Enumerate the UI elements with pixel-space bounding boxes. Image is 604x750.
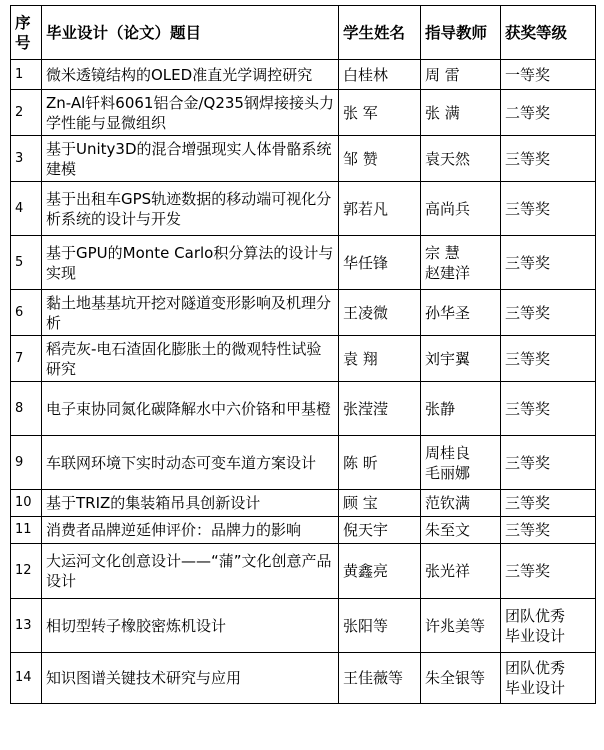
- student-name: 王佳薇等: [339, 653, 421, 704]
- thesis-title: 基于GPU的Monte Carlo积分算法的设计与实现: [42, 236, 339, 290]
- table-row: [11, 290, 596, 336]
- row-number: 10: [11, 490, 42, 517]
- award-line: 三等奖: [505, 521, 551, 539]
- award-line: 三等奖: [505, 253, 551, 272]
- advisor-name: 许兆美等: [425, 616, 486, 635]
- table-row: [11, 136, 596, 182]
- row-number: 7: [11, 336, 42, 382]
- award-line: 三等奖: [505, 453, 551, 472]
- student-name: 陈 昕: [339, 436, 421, 490]
- student-name: 黄鑫亮: [339, 544, 421, 599]
- advisor-name: 朱全银等: [425, 669, 486, 687]
- row-number: 14: [11, 653, 42, 704]
- row-number: 6: [11, 290, 42, 336]
- table-row: [11, 236, 596, 290]
- advisor-name: 赵建洋: [425, 263, 471, 282]
- award-line: 二等奖: [505, 103, 551, 122]
- award-line: 三等奖: [505, 199, 551, 218]
- student-name: 王凌微: [339, 290, 421, 336]
- advisor-names: [421, 653, 501, 704]
- header-row: [11, 6, 596, 60]
- header-advisor: 指导教师: [421, 6, 501, 60]
- advisor-name: 范钦满: [425, 494, 471, 512]
- award-line: 三等奖: [505, 494, 551, 512]
- award-level: [501, 290, 596, 336]
- advisor-name: 朱至文: [425, 521, 471, 539]
- advisor-names: [421, 544, 501, 599]
- award-level: [501, 136, 596, 182]
- table-row: [11, 517, 596, 544]
- thesis-title: 微米透镜结构的OLED准直光学调控研究: [42, 60, 339, 90]
- thesis-title: 稻壳灰-电石渣固化膨胀土的微观特性试验研究: [42, 336, 339, 382]
- thesis-title: Zn-Al钎料6061铝合金/Q235钢焊接接头力学性能与显微组织: [42, 90, 339, 136]
- thesis-title: 车联网环境下实时动态可变车道方案设计: [42, 436, 339, 490]
- advisor-names: [421, 136, 501, 182]
- advisor-names: [421, 182, 501, 236]
- advisor-names: [421, 599, 501, 653]
- advisor-names: [421, 60, 501, 90]
- table-row: [11, 182, 596, 236]
- advisor-names: [421, 290, 501, 336]
- row-number: 13: [11, 599, 42, 653]
- row-number: 2: [11, 90, 42, 136]
- award-level: [501, 517, 596, 544]
- student-name: 顾 宝: [339, 490, 421, 517]
- thesis-title: 基于Unity3D的混合增强现实人体骨骼系统建模: [42, 136, 339, 182]
- award-level: [501, 599, 596, 653]
- table-row: [11, 436, 596, 490]
- award-line: 团队优秀: [505, 659, 566, 677]
- award-line: 一等奖: [505, 65, 551, 84]
- advisor-names: [421, 336, 501, 382]
- advisor-names: [421, 90, 501, 136]
- row-number: 5: [11, 236, 42, 290]
- award-line: 毕业设计: [505, 626, 566, 645]
- table-row: [11, 90, 596, 136]
- advisor-names: [421, 236, 501, 290]
- advisor-name: 宗 慧: [425, 243, 460, 262]
- table-row: [11, 382, 596, 436]
- award-line: 毕业设计: [505, 679, 566, 697]
- header-award: 获奖等级: [501, 6, 596, 60]
- table-row: [11, 336, 596, 382]
- thesis-title: 大运河文化创意设计——“蒲”文化创意产品设计: [42, 544, 339, 599]
- awards-table: [10, 5, 596, 704]
- award-level: [501, 90, 596, 136]
- award-level: [501, 653, 596, 704]
- thesis-title: 黏土地基基坑开挖对隧道变形影响及机理分析: [42, 290, 339, 336]
- row-number: 1: [11, 60, 42, 90]
- award-line: 三等奖: [505, 349, 551, 368]
- advisor-name: 孙华圣: [425, 303, 471, 322]
- student-name: 张 军: [339, 90, 421, 136]
- award-level: [501, 336, 596, 382]
- table-row: [11, 599, 596, 653]
- table-body: [11, 60, 596, 704]
- advisor-names: [421, 382, 501, 436]
- advisor-names: [421, 517, 501, 544]
- award-line: 三等奖: [505, 149, 551, 168]
- advisor-names: [421, 436, 501, 490]
- row-number: 8: [11, 382, 42, 436]
- header-title: 毕业设计（论文）题目: [42, 6, 339, 60]
- row-number: 12: [11, 544, 42, 599]
- table-row: [11, 60, 596, 90]
- award-level: [501, 544, 596, 599]
- award-line: 三等奖: [505, 399, 551, 418]
- student-name: 张滢滢: [339, 382, 421, 436]
- award-level: [501, 182, 596, 236]
- row-number: 11: [11, 517, 42, 544]
- student-name: 张阳等: [339, 599, 421, 653]
- advisor-name: 周 雷: [425, 65, 460, 84]
- thesis-title: 相切型转子橡胶密炼机设计: [42, 599, 339, 653]
- student-name: 袁 翔: [339, 336, 421, 382]
- thesis-title: 知识图谱关键技术研究与应用: [42, 653, 339, 704]
- thesis-title: 基于TRIZ的集装箱吊具创新设计: [42, 490, 339, 517]
- table-row: [11, 544, 596, 599]
- table-row: [11, 653, 596, 704]
- advisor-names: [421, 490, 501, 517]
- award-level: [501, 382, 596, 436]
- table-row: [11, 490, 596, 517]
- row-number: 9: [11, 436, 42, 490]
- advisor-name: 刘宇翼: [425, 349, 471, 368]
- row-number: 4: [11, 182, 42, 236]
- student-name: 华任锋: [339, 236, 421, 290]
- advisor-name: 高尚兵: [425, 199, 471, 218]
- award-line: 三等奖: [505, 303, 551, 322]
- advisor-name: 张光祥: [425, 562, 471, 580]
- thesis-title: 电子束协同氮化碳降解水中六价铬和甲基橙: [42, 382, 339, 436]
- advisor-name: 袁天然: [425, 149, 471, 168]
- student-name: 白桂林: [339, 60, 421, 90]
- award-level: [501, 436, 596, 490]
- award-level: [501, 60, 596, 90]
- row-number: 3: [11, 136, 42, 182]
- advisor-name: 毛丽娜: [425, 463, 471, 482]
- student-name: 邹 赞: [339, 136, 421, 182]
- advisor-name: 张 满: [425, 103, 460, 122]
- student-name: 郭若凡: [339, 182, 421, 236]
- award-line: 团队优秀: [505, 606, 566, 625]
- header-no: 序号: [11, 6, 42, 60]
- thesis-title: 消费者品牌逆延伸评价：品牌力的影响: [42, 517, 339, 544]
- advisor-name: 张静: [425, 399, 456, 418]
- student-name: 倪天宇: [339, 517, 421, 544]
- award-line: 三等奖: [505, 562, 551, 580]
- header-student: 学生姓名: [339, 6, 421, 60]
- advisor-name: 周桂良: [425, 443, 471, 462]
- award-level: [501, 490, 596, 517]
- thesis-title: 基于出租车GPS轨迹数据的移动端可视化分析系统的设计与开发: [42, 182, 339, 236]
- award-level: [501, 236, 596, 290]
